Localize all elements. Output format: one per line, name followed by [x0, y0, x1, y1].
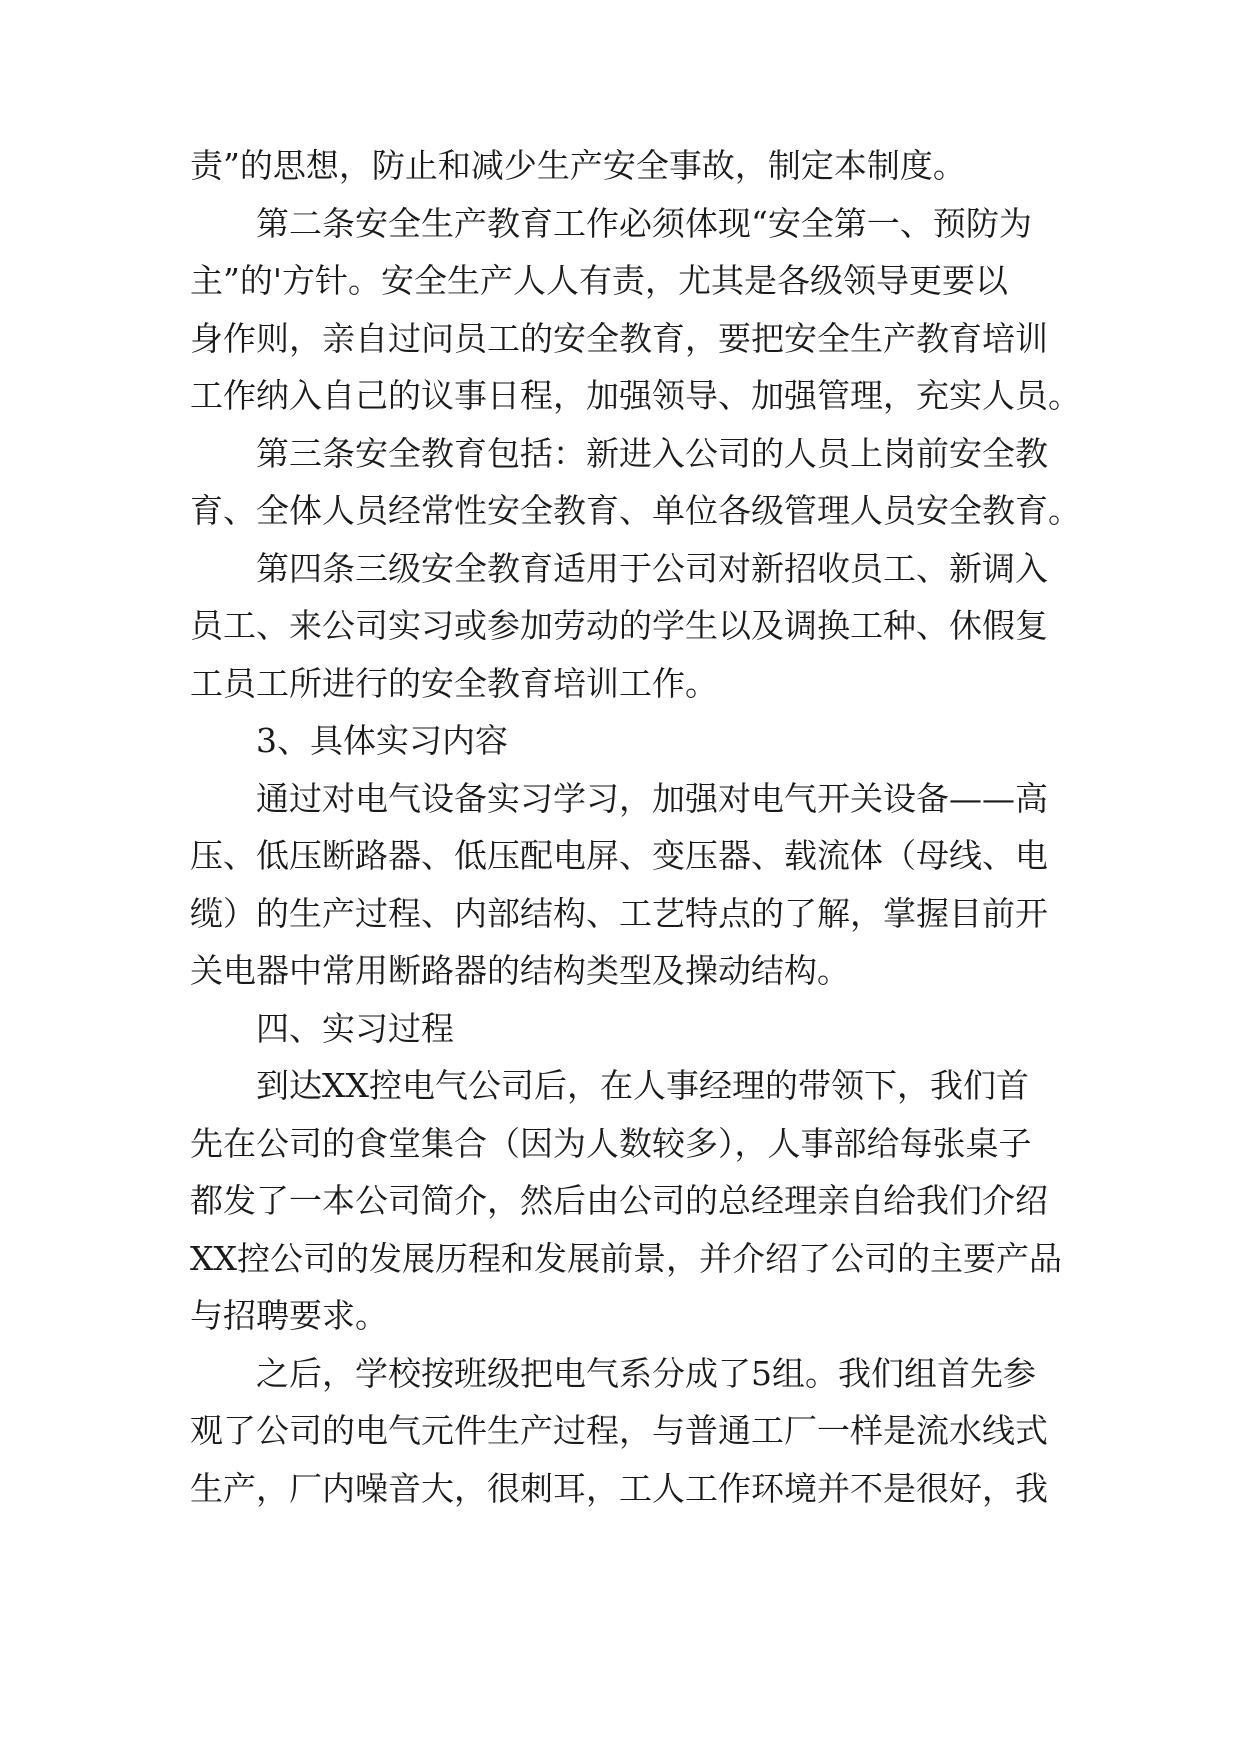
- text-line: 与招聘要求。: [190, 1296, 388, 1335]
- section-heading: 3、具体实习内容: [256, 721, 508, 760]
- text-line: 责”的思想，防止和减少生产安全事故，制定本制度。: [190, 146, 966, 185]
- text-line: 工作纳入自己的议事日程，加强领导、加强管理，充实人员。: [190, 376, 1081, 415]
- text-line: 到达XX控电气公司后，在人事经理的带领下，我们首: [256, 1066, 1029, 1105]
- text-line: 都发了一本公司简介，然后由公司的总经理亲自给我们介绍: [190, 1181, 1048, 1220]
- text-line: 工员工所进行的安全教育培训工作。: [190, 663, 718, 703]
- text-line: 关电器中常用断路器的结构类型及操动结构。: [190, 951, 850, 990]
- text-line: 育、全体人员经常性安全教育、单位各级管理人员安全教育。: [190, 491, 1081, 530]
- text-line: 生产，厂内噪音大，很刺耳，工人工作环境并不是很好，我: [190, 1468, 1048, 1508]
- text-line: 观了公司的电气元件生产过程，与普通工厂一样是流水线式: [190, 1411, 1048, 1450]
- text-line: 第三条安全教育包括：新进入公司的人员上岗前安全教: [256, 433, 1048, 473]
- text-line: 第四条三级安全教育适用于公司对新招收员工、新调入: [256, 548, 1048, 588]
- text-line: 主”的'方针。安全生产人人有责，尤其是各级领导更要以: [190, 261, 1008, 300]
- text-line: 之后，学校按班级把电气系分成了5组。我们组首先参: [256, 1353, 1036, 1393]
- section-heading: 四、实习过程: [256, 1008, 454, 1048]
- text-line: 员工、来公司实习或参加劳动的学生以及调换工种、休假复: [190, 606, 1048, 645]
- text-line: 第二条安全生产教育工作必须体现“安全第一、预防为: [256, 203, 1032, 243]
- text-line: 缆）的生产过程、内部结构、工艺特点的了解，掌握目前开: [190, 893, 1048, 933]
- text-line: 通过对电气设备实习学习，加强对电气开关设备——高: [256, 778, 1048, 818]
- text-line: 身作则，亲自过问员工的安全教育，要把安全生产教育培训: [190, 318, 1048, 358]
- text-line: XX控公司的发展历程和发展前景，并介绍了公司的主要产品: [190, 1238, 1062, 1278]
- text-line: 压、低压断路器、低压配电屏、变压器、载流体（母线、电: [190, 836, 1048, 875]
- text-line: 先在公司的食堂集合（因为人数较多），人事部给每张桌子: [190, 1123, 1032, 1163]
